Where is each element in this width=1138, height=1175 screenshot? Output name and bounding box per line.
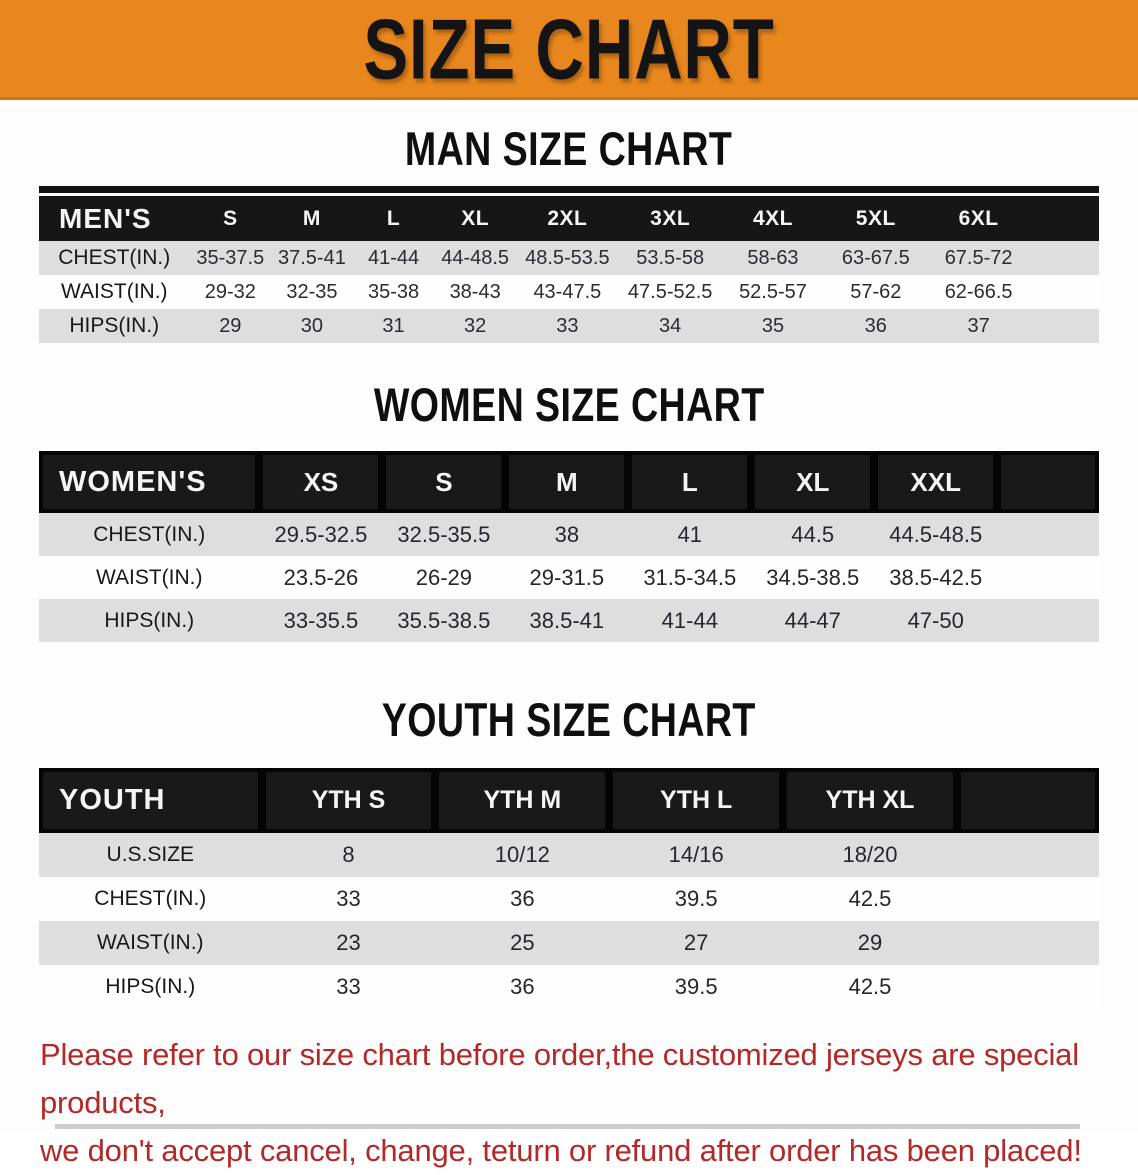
cell: 52.5-57 <box>722 275 825 309</box>
women-header-row <box>39 451 1099 513</box>
women-table-wrap <box>39 451 1099 642</box>
women-size-col-1: S <box>382 451 505 513</box>
cell: 36 <box>824 309 927 343</box>
men-section-heading <box>0 124 1138 174</box>
cell: 38.5-41 <box>505 599 628 642</box>
cell: 32 <box>434 309 516 343</box>
cell: 43-47.5 <box>516 275 619 309</box>
cell: 47.5-52.5 <box>619 275 722 309</box>
cell: 29-32 <box>190 275 272 309</box>
cell: 26-29 <box>382 556 505 599</box>
youth-table-wrap <box>39 768 1099 1009</box>
row-label: WAIST(IN.) <box>39 556 259 599</box>
cell: 42.5 <box>783 965 957 1009</box>
cell: 44-47 <box>751 599 874 642</box>
row-label: WAIST(IN.) <box>39 275 190 309</box>
cell: 35-37.5 <box>190 241 272 275</box>
cell: 33 <box>262 965 436 1009</box>
cell-filler <box>997 599 1099 642</box>
youth-size-col-2: YTH L <box>609 768 783 833</box>
cell: 14/16 <box>609 833 783 877</box>
men-table-top-rule <box>39 186 1099 193</box>
cell: 31.5-34.5 <box>628 556 751 599</box>
cell-filler <box>1030 241 1099 275</box>
cell: 41-44 <box>353 241 435 275</box>
men-corner-label: MEN'S <box>39 196 190 241</box>
youth-ussize-row <box>39 833 1099 877</box>
women-corner-label: WOMEN'S <box>39 451 259 513</box>
row-label: HIPS(IN.) <box>39 599 259 642</box>
cell: 35 <box>722 309 825 343</box>
men-size-col-0: S <box>190 196 272 241</box>
men-size-col-8: 6XL <box>927 196 1030 241</box>
men-size-col-7: 5XL <box>824 196 927 241</box>
men-size-col-6: 4XL <box>722 196 825 241</box>
cell: 36 <box>435 877 609 921</box>
youth-size-col-0: YTH S <box>262 768 436 833</box>
cell: 32.5-35.5 <box>382 513 505 556</box>
cell-filler <box>957 877 1099 921</box>
cell: 35-38 <box>353 275 435 309</box>
cell-filler <box>1030 275 1099 309</box>
cell: 37.5-41 <box>271 241 353 275</box>
women-size-col-3: L <box>628 451 751 513</box>
youth-corner-label: YOUTH <box>39 768 262 833</box>
cell-filler <box>957 965 1099 1009</box>
men-size-col-5: 3XL <box>619 196 722 241</box>
men-chest-row <box>39 241 1099 275</box>
cell: 63-67.5 <box>824 241 927 275</box>
cell: 29-31.5 <box>505 556 628 599</box>
women-size-col-2: M <box>505 451 628 513</box>
cell: 67.5-72 <box>927 241 1030 275</box>
men-size-col-4: 2XL <box>516 196 619 241</box>
men-size-col-3: XL <box>434 196 516 241</box>
disclaimer-line-2: we don't accept cancel, change, teturn or refund after order has been placed! <box>40 1133 1082 1168</box>
women-waist-row <box>39 556 1099 599</box>
cell: 58-63 <box>722 241 825 275</box>
cell: 36 <box>435 965 609 1009</box>
women-heading-text: WOMEN SIZE CHART <box>373 378 765 431</box>
cell: 29 <box>190 309 272 343</box>
youth-hips-row <box>39 965 1099 1009</box>
men-size-col-2: L <box>353 196 435 241</box>
men-heading-text: MAN SIZE CHART <box>405 122 733 175</box>
cell-filler <box>997 556 1099 599</box>
disclaimer-line-1: Please refer to our size chart before order,the customized jerseys are special products, <box>40 1037 1079 1120</box>
men-waist-row <box>39 275 1099 309</box>
youth-header-row <box>39 768 1099 833</box>
banner <box>0 0 1138 100</box>
row-label: CHEST(IN.) <box>39 513 259 556</box>
youth-heading-text: YOUTH SIZE CHART <box>381 693 757 746</box>
cell-filler <box>997 513 1099 556</box>
women-section-heading <box>0 379 1138 431</box>
cell: 18/20 <box>783 833 957 877</box>
cell: 34.5-38.5 <box>751 556 874 599</box>
disclaimer <box>0 1031 1138 1175</box>
cell: 38 <box>505 513 628 556</box>
cell: 48.5-53.5 <box>516 241 619 275</box>
youth-size-col-1: YTH M <box>435 768 609 833</box>
cell: 37 <box>927 309 1030 343</box>
cell: 29.5-32.5 <box>259 513 382 556</box>
cell: 42.5 <box>783 877 957 921</box>
cell: 8 <box>262 833 436 877</box>
row-label: CHEST(IN.) <box>39 241 190 275</box>
cell-filler <box>957 833 1099 877</box>
cell: 34 <box>619 309 722 343</box>
cell: 31 <box>353 309 435 343</box>
women-header-filler <box>997 451 1099 513</box>
cell: 27 <box>609 921 783 965</box>
youth-chest-row <box>39 877 1099 921</box>
women-hips-row <box>39 599 1099 642</box>
row-label: HIPS(IN.) <box>39 309 190 343</box>
cell: 44.5-48.5 <box>874 513 997 556</box>
cell-filler <box>957 921 1099 965</box>
cell: 29 <box>783 921 957 965</box>
cell: 23 <box>262 921 436 965</box>
row-label: HIPS(IN.) <box>39 965 262 1009</box>
men-hips-row <box>39 309 1099 343</box>
youth-size-col-3: YTH XL <box>783 768 957 833</box>
cell: 23.5-26 <box>259 556 382 599</box>
row-label: CHEST(IN.) <box>39 877 262 921</box>
men-header-row <box>39 196 1099 241</box>
cell: 30 <box>271 309 353 343</box>
banner-title: SIZE CHART <box>363 0 775 97</box>
cell: 10/12 <box>435 833 609 877</box>
women-chest-row <box>39 513 1099 556</box>
cell: 38.5-42.5 <box>874 556 997 599</box>
row-label: U.S.SIZE <box>39 833 262 877</box>
men-size-table <box>39 196 1099 343</box>
cell: 62-66.5 <box>927 275 1030 309</box>
cell: 25 <box>435 921 609 965</box>
cell: 44.5 <box>751 513 874 556</box>
women-size-col-4: XL <box>751 451 874 513</box>
men-table-wrap <box>39 196 1099 343</box>
cell: 33 <box>516 309 619 343</box>
cell: 57-62 <box>824 275 927 309</box>
youth-size-table <box>39 768 1099 1009</box>
youth-waist-row <box>39 921 1099 965</box>
cell: 33-35.5 <box>259 599 382 642</box>
cell: 53.5-58 <box>619 241 722 275</box>
women-size-col-0: XS <box>259 451 382 513</box>
cell: 32-35 <box>271 275 353 309</box>
youth-header-filler <box>957 768 1099 833</box>
cell: 41-44 <box>628 599 751 642</box>
cell: 35.5-38.5 <box>382 599 505 642</box>
cell: 38-43 <box>434 275 516 309</box>
cell: 47-50 <box>874 599 997 642</box>
cell-filler <box>1030 309 1099 343</box>
row-label: WAIST(IN.) <box>39 921 262 965</box>
cell: 39.5 <box>609 965 783 1009</box>
women-size-col-5: XXL <box>874 451 997 513</box>
cell: 33 <box>262 877 436 921</box>
cell: 44-48.5 <box>434 241 516 275</box>
men-size-col-1: M <box>271 196 353 241</box>
women-size-table <box>39 451 1099 642</box>
cell: 41 <box>628 513 751 556</box>
bottom-divider <box>55 1124 1080 1129</box>
youth-section-heading <box>0 694 1138 746</box>
men-header-filler <box>1030 196 1099 241</box>
cell: 39.5 <box>609 877 783 921</box>
